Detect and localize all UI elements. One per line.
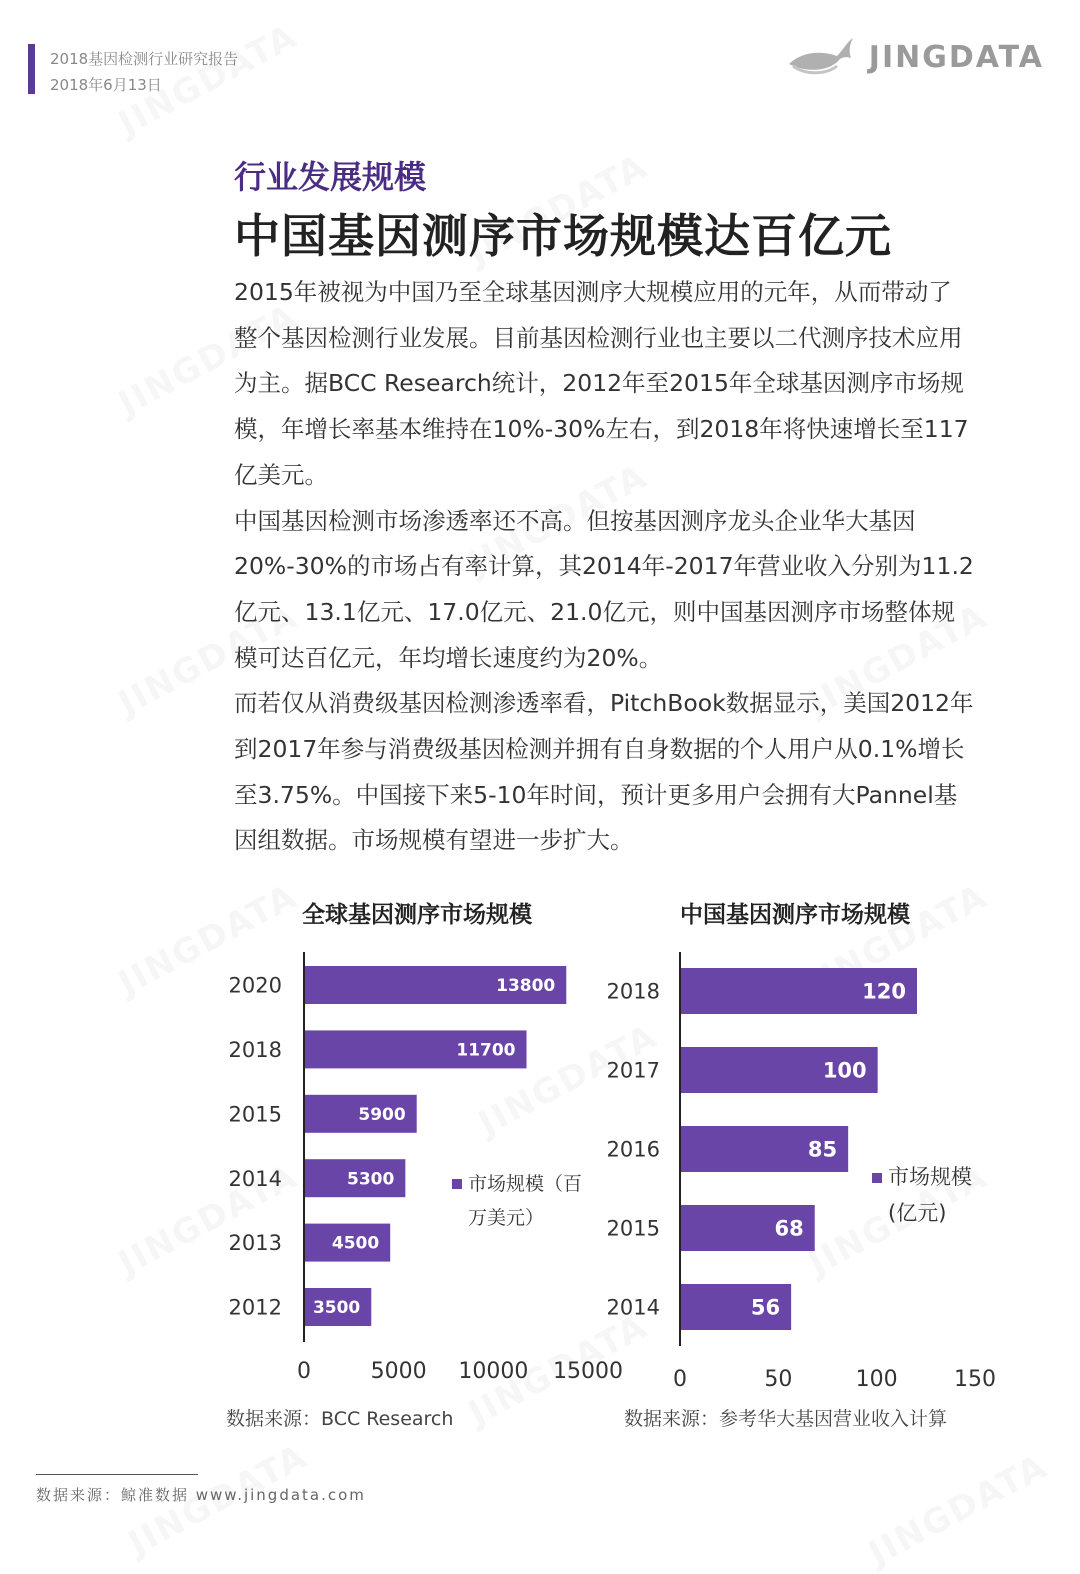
section-label: 行业发展规模 — [234, 158, 427, 196]
global-legend-label: 市场规模（百 — [468, 1173, 583, 1195]
global-value-label: 13800 — [496, 976, 556, 997]
china-x-tick-label: 50 — [764, 1367, 793, 1392]
report-title: 2018基因检测行业研究报告 — [50, 50, 239, 68]
global-value-label: 11700 — [456, 1040, 516, 1061]
global-legend-swatch — [452, 1179, 462, 1189]
china-value-label: 56 — [750, 1295, 781, 1320]
china-value-label: 100 — [822, 1058, 867, 1083]
global-value-label: 3500 — [312, 1298, 361, 1319]
global-category-label: 2015 — [228, 1102, 282, 1127]
china-category-label: 2015 — [606, 1216, 660, 1241]
paragraph: 2015年被视为中国乃至全球基因测序大规模应用的元年，从而带动了整个基因检测行业发展。目前基因检测行业也主要以二代测序技术应用为主。据BCC Research统计，2012年至2015年全球基因测序市场规模，年增长率基本维持在10%-30%左右，到2018年将快速增长至117亿美元。 — [234, 278, 969, 489]
global-category-label: 2020 — [228, 973, 282, 998]
footer-source: 数据来源：鲸准数据 www.jingdata.com — [36, 1486, 366, 1504]
china-value-label: 68 — [774, 1216, 804, 1241]
paragraph: 而若仅从消费级基因检测渗透率看，PitchBook数据显示，美国2012年到2017年参与消费级基因检测并拥有自身数据的个人用户从0.1%增长至3.75%。中国接下来5-10年时间，预计更多用户会拥有大Pannel基因组数据。市场规模有望进一步扩大。 — [234, 689, 974, 855]
china-x-tick-label: 100 — [855, 1367, 898, 1392]
china-category-label: 2016 — [606, 1137, 660, 1162]
china-x-tick-label: 0 — [673, 1367, 687, 1392]
china-chart-source: 数据来源：参考华大基因营业收入计算 — [624, 1408, 948, 1430]
china-category-label: 2018 — [606, 979, 660, 1004]
global-value-label: 5900 — [358, 1104, 406, 1125]
report-date: 2018年6月13日 — [50, 76, 162, 94]
global-x-tick-label: 10000 — [458, 1359, 529, 1384]
global-x-tick-label: 15000 — [553, 1359, 623, 1384]
footer-divider — [36, 1474, 198, 1475]
china-value-label: 120 — [862, 979, 906, 1004]
china-legend-label: 市场规模 — [888, 1165, 972, 1189]
global-category-label: 2012 — [228, 1295, 282, 1320]
china-x-tick-label: 150 — [954, 1367, 996, 1392]
global-category-label: 2018 — [228, 1037, 282, 1062]
china-category-label: 2017 — [606, 1058, 660, 1083]
global-chart-source: 数据来源：BCC Research — [226, 1408, 454, 1430]
china-category-label: 2014 — [606, 1295, 660, 1320]
china-chart-title: 中国基因测序市场规模 — [680, 902, 910, 928]
page-title: 中国基因测序市场规模达百亿元 — [234, 209, 892, 263]
global-value-label: 5300 — [347, 1169, 395, 1190]
global-x-tick-label: 0 — [297, 1359, 311, 1384]
global-legend-label: 万美元） — [468, 1207, 545, 1229]
china-value-label: 85 — [807, 1137, 838, 1162]
paragraph: 中国基因检测市场渗透率还不高。但按基因测序龙头企业华大基因20%-30%的市场占有率计算，其2014年-2017年营业收入分别为11.2亿元、13.1亿元、17.0亿元、21.0亿元，则中国基因测序市场整体规模可达百亿元，年均增长速度约为20%。 — [234, 506, 974, 672]
global-x-tick-label: 5000 — [370, 1359, 427, 1384]
global-category-label: 2013 — [228, 1231, 282, 1256]
global-value-label: 4500 — [331, 1233, 380, 1254]
global-category-label: 2014 — [228, 1166, 282, 1191]
china-legend-swatch — [872, 1173, 882, 1183]
logo-text: JINGDATA — [868, 39, 1044, 75]
global-chart-title: 全球基因测序市场规模 — [302, 902, 532, 928]
china-legend-label: (亿元) — [888, 1201, 947, 1225]
